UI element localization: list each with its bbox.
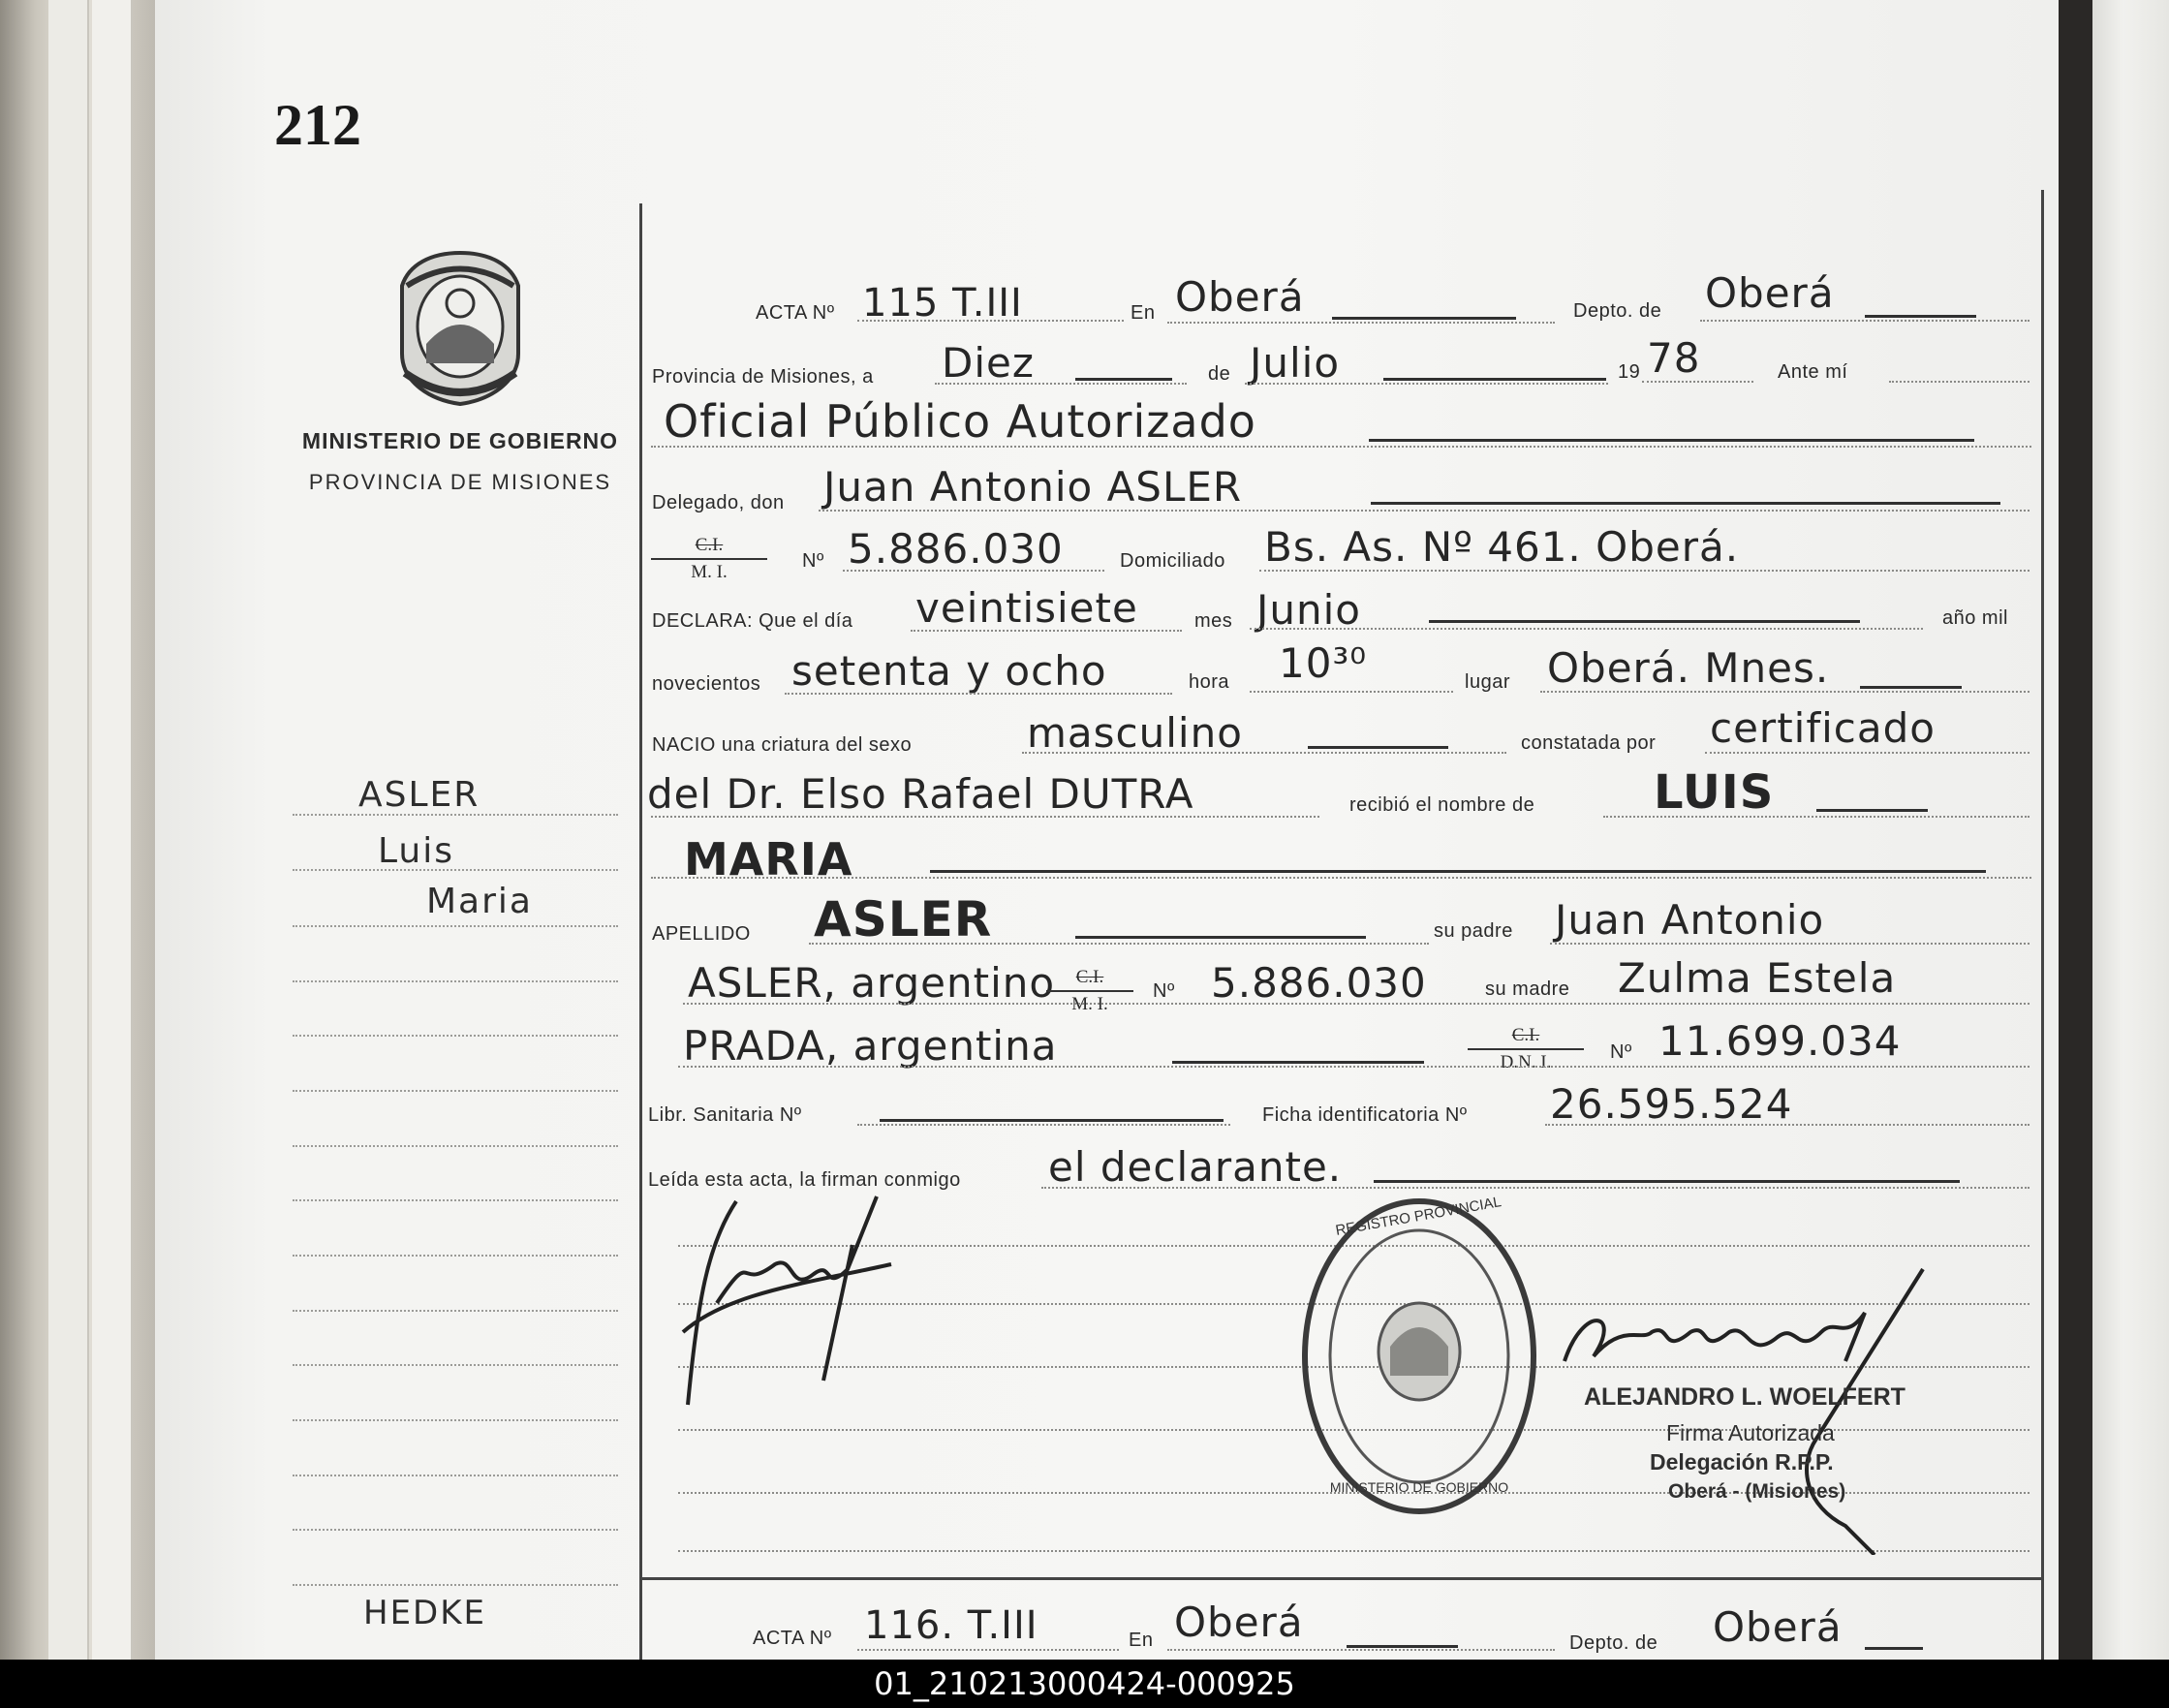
madre-label: su madre (1485, 978, 1570, 1000)
sex-value: masculino (1027, 709, 1243, 757)
dotted-line (785, 693, 1172, 695)
anio-mil-label: año mil (1942, 607, 2008, 629)
ante-mi-label: Ante mí (1778, 361, 1848, 383)
birth-day: veintisiete (915, 584, 1138, 632)
fraction-bar (651, 558, 767, 560)
mi-label: M. I. (691, 562, 728, 582)
next-depto-label: Depto. de (1569, 1632, 1658, 1654)
fill-dash (1371, 502, 2000, 505)
fraction-bar (1046, 990, 1133, 992)
margin-line (293, 1419, 618, 1421)
margin-line (293, 1310, 618, 1312)
delegate-id: 5.886.030 (848, 525, 1064, 573)
surname-value: ASLER (814, 891, 993, 947)
margin-next-surname: HEDKE (363, 1594, 487, 1632)
dotted-line (1603, 816, 2030, 818)
margin-line (293, 1255, 618, 1257)
dotted-line (857, 1649, 1119, 1651)
dotted-line (678, 1066, 2030, 1068)
ci-struck: C.I. (1075, 967, 1104, 987)
fill-dash (1075, 378, 1172, 381)
margin-line (293, 1475, 618, 1476)
fill-dash (1429, 620, 1860, 623)
margin-first-name: Luis (378, 831, 454, 871)
leida-label: Leída esta acta, la firman conmigo (648, 1169, 961, 1191)
domicile-value: Bs. As. Nº 461. Oberá. (1264, 523, 1740, 571)
father-id-type (1046, 967, 1133, 1015)
number-label: Nº (1610, 1041, 1632, 1063)
signers-value: el declarante. (1048, 1143, 1343, 1191)
image-caption: 01_210213000424-000925 (0, 1660, 2169, 1708)
next-acta-number: 116. T.III (864, 1603, 1038, 1648)
page-edges (92, 0, 133, 1660)
fill-dash (1347, 1645, 1458, 1648)
certified-by: certificado (1710, 704, 1936, 752)
id-type-fraction (651, 535, 767, 583)
fill-dash (1860, 686, 1962, 689)
margin-line (293, 1584, 618, 1586)
en-label: En (1131, 302, 1156, 324)
dotted-line (1041, 1187, 2030, 1189)
given-name-2: MARIA (684, 833, 853, 885)
doctor-name: del Dr. Elso Rafael DUTRA (647, 770, 1194, 818)
dotted-line (651, 446, 2031, 448)
dotted-line (1259, 570, 2030, 572)
dotted-line (843, 570, 1104, 572)
fill-dash (1865, 315, 1976, 318)
nacio-label: NACIO una criatura del sexo (652, 734, 913, 756)
fill-dash (1816, 809, 1928, 812)
depto-label: Depto. de (1573, 300, 1662, 322)
svg-text:REGISTRO PROVINCIAL: REGISTRO PROVINCIAL (1334, 1194, 1503, 1239)
dotted-line (1245, 383, 1608, 385)
dotted-line (1167, 322, 1555, 324)
ficha-number: 26.595.524 (1550, 1080, 1793, 1128)
number-label: Nº (802, 550, 824, 572)
birth-hour: 10³⁰ (1279, 639, 1368, 687)
declarant-signature (678, 1187, 901, 1419)
dotted-line (1550, 943, 2030, 945)
provincial-crest-icon (387, 247, 533, 407)
mes-label: mes (1194, 610, 1233, 632)
margin-line (293, 1090, 618, 1092)
en-place: Oberá (1175, 273, 1305, 321)
margin-line (293, 1145, 618, 1147)
dotted-line (1540, 691, 2030, 693)
father-id: 5.886.030 (1211, 959, 1427, 1007)
province-heading: PROVINCIA DE MISIONES (308, 470, 612, 494)
birth-place: Oberá. Mnes. (1547, 644, 1830, 692)
acta-label: ACTA Nº (756, 302, 835, 324)
dotted-line (809, 943, 1429, 945)
fraction-bar (1468, 1048, 1584, 1050)
official-office: Delegación R.P.P. (1650, 1449, 1834, 1475)
registry-seal (1293, 1192, 1545, 1521)
ci-struck: C.I. (1511, 1025, 1540, 1045)
father-name-1: Juan Antonio (1555, 896, 1825, 944)
delegate-label: Delegado, don (652, 492, 785, 513)
year-suffix: 78 (1647, 334, 1701, 382)
province-date-label: Provincia de Misiones, a (652, 366, 874, 388)
ficha-label: Ficha identificatoria Nº (1262, 1104, 1468, 1126)
given-name-1: LUIS (1654, 765, 1775, 820)
fill-dash (880, 1119, 1224, 1122)
mother-id: 11.699.034 (1658, 1017, 1902, 1065)
next-page-edge (2092, 0, 2169, 1660)
next-en-place: Oberá (1174, 1599, 1304, 1646)
lugar-label: lugar (1465, 671, 1510, 693)
svg-text:MINISTERIO DE GOBIERNO: MINISTERIO DE GOBIERNO (1329, 1479, 1509, 1495)
dotted-line (1250, 691, 1453, 693)
dotted-line (1889, 381, 2030, 383)
fill-dash (1865, 1647, 1923, 1650)
dotted-line (857, 1124, 1230, 1126)
dotted-line (1022, 752, 1506, 754)
dotted-line (1545, 1124, 2030, 1126)
dotted-line (651, 877, 2031, 879)
next-en-label: En (1129, 1630, 1154, 1651)
fill-dash (1075, 936, 1366, 939)
form-border-right (2041, 190, 2044, 1660)
margin-line (293, 980, 618, 982)
margin-line (293, 1035, 618, 1037)
margin-second-name: Maria (426, 882, 533, 921)
constatada-label: constatada por (1521, 732, 1657, 754)
birth-year-words: setenta y ocho (791, 647, 1107, 695)
padre-label: su padre (1434, 920, 1513, 942)
dotted-line (651, 816, 1319, 818)
dotted-line (911, 630, 1182, 632)
fill-dash (1172, 1061, 1424, 1064)
domicile-label: Domiciliado (1120, 550, 1225, 572)
dotted-line (819, 510, 2030, 512)
margin-line (293, 869, 618, 871)
official-title: Oficial Público Autorizado (664, 395, 1256, 448)
fill-dash (1374, 1180, 1960, 1183)
declara-label: DECLARA: Que el día (652, 610, 853, 632)
fill-dash (1332, 317, 1516, 320)
page-number: 212 (274, 93, 361, 157)
margin-line (293, 1199, 618, 1201)
form-separator (642, 1577, 2041, 1580)
form-border-left (639, 203, 642, 1660)
page-edges (48, 0, 89, 1660)
month-value: Julio (1250, 339, 1341, 387)
novecientos-label: novecientos (652, 673, 761, 695)
dotted-line (1167, 1649, 1555, 1651)
mother-name-1: Zulma Estela (1618, 954, 1897, 1002)
dotted-line (857, 320, 1124, 322)
sanitaria-label: Libr. Sanitaria Nº (648, 1104, 802, 1126)
birth-month: Junio (1256, 586, 1361, 634)
ci-struck: C.I. (695, 535, 724, 555)
year-prefix: 19 (1618, 361, 1641, 383)
dotted-line (1642, 381, 1753, 383)
dotted-line (1705, 752, 2030, 754)
fill-dash (1383, 378, 1606, 381)
de-label: de (1208, 363, 1231, 385)
dotted-line (1700, 320, 2030, 322)
father-name-2: ASLER, argentino (688, 959, 1056, 1007)
official-name: ALEJANDRO L. WOELFERT (1584, 1383, 1906, 1411)
margin-line (293, 925, 618, 927)
day-value: Diez (942, 339, 1035, 387)
dni-label: D.N. I. (1500, 1052, 1552, 1072)
depto-value: Oberá (1705, 269, 1835, 317)
fill-dash (1369, 439, 1974, 442)
margin-surname: ASLER (358, 775, 480, 815)
acta-number: 115 T.III (862, 281, 1023, 326)
margin-line (293, 1364, 618, 1366)
fill-dash (1308, 746, 1448, 749)
ministry-heading: MINISTERIO DE GOBIERNO (301, 428, 619, 453)
margin-line (293, 1529, 618, 1531)
apellido-label: APELLIDO (652, 923, 751, 945)
official-role: Firma Autorizada (1666, 1420, 1835, 1445)
next-depto: Oberá (1713, 1603, 1843, 1651)
number-label: Nº (1153, 980, 1175, 1002)
fill-dash (930, 870, 1986, 873)
dotted-line (1250, 628, 1923, 630)
official-place: Oberá - (Misiones) (1668, 1480, 1846, 1503)
recibio-label: recibió el nombre de (1349, 794, 1535, 816)
mother-name-2: PRADA, argentina (683, 1022, 1058, 1070)
mi-label: M. I. (1071, 994, 1108, 1014)
delegate-name: Juan Antonio ASLER (823, 463, 1243, 511)
next-acta-label: ACTA Nº (753, 1628, 832, 1649)
dotted-line (683, 1003, 2030, 1005)
hora-label: hora (1189, 671, 1230, 693)
dotted-line (935, 383, 1187, 385)
